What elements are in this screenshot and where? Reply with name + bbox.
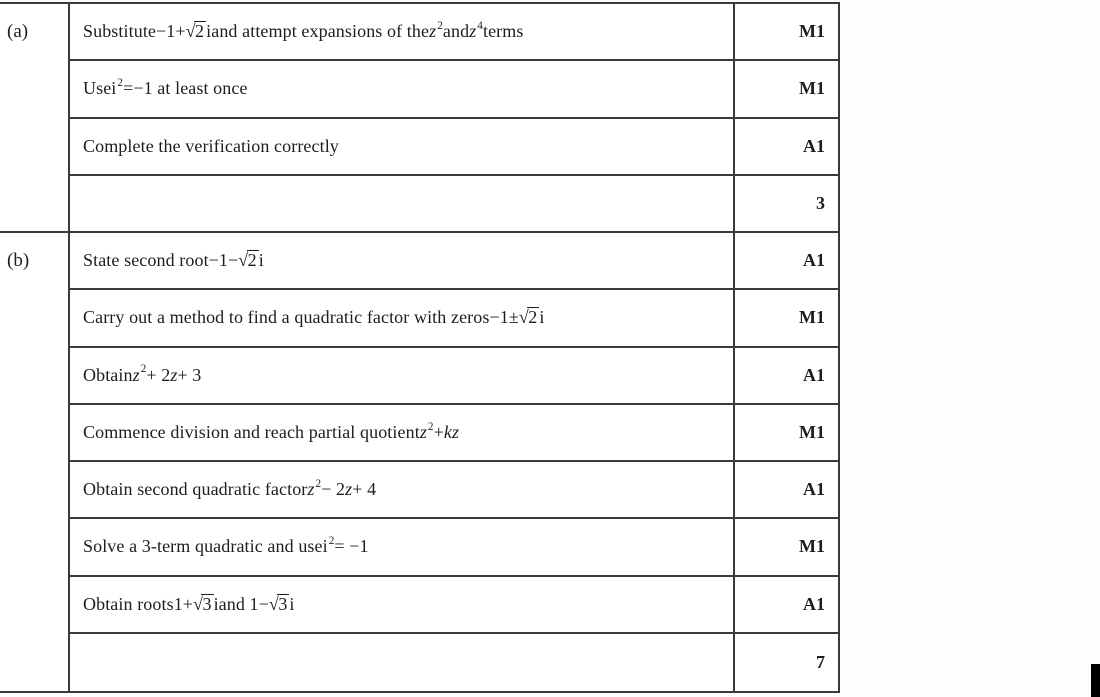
table-row	[70, 61, 838, 118]
table-row	[70, 348, 838, 405]
criterion-cell	[70, 290, 733, 345]
sqrt-radical: √3	[268, 593, 288, 614]
table-row	[70, 519, 838, 576]
criterion-text: and 1−	[218, 593, 269, 614]
criterion-cell	[70, 577, 733, 632]
criterion-text: Obtain roots	[83, 593, 174, 614]
criterion-text: =−1 at least once	[123, 78, 248, 99]
mark-cell: A1	[733, 119, 838, 174]
part-label-b-text: (b)	[7, 250, 30, 271]
math-symbol: z	[132, 364, 140, 385]
criterion-text: and attempt expansions of the	[211, 21, 430, 42]
criterion-text: −1+	[156, 21, 186, 42]
math-symbol: i	[289, 593, 295, 614]
criterion-cell	[70, 634, 733, 691]
mark-cell: 7	[733, 634, 838, 691]
mark-cell: M1	[733, 61, 838, 116]
math-symbol: z	[419, 421, 427, 442]
sqrt-radical: √2	[185, 21, 205, 42]
criterion-text: + 3	[177, 364, 202, 385]
math-symbol: z	[170, 364, 178, 385]
math-symbol: i	[111, 78, 117, 99]
mark-cell: M1	[733, 519, 838, 574]
mark-cell: M1	[733, 290, 838, 345]
criterion-text: Use	[83, 78, 112, 99]
part-label-b	[0, 233, 68, 691]
criterion-text: + 4	[352, 479, 377, 500]
criterion-cell	[70, 405, 733, 460]
table-row	[70, 176, 838, 233]
mark-cell: A1	[733, 233, 838, 288]
criterion-cell	[70, 519, 733, 574]
math-superscript: 2	[117, 77, 124, 90]
sqrt-radical: √2	[238, 250, 257, 271]
mark-cell: 3	[733, 176, 838, 231]
part-label-a	[0, 4, 68, 233]
criterion-text: = −1	[334, 536, 369, 557]
part-column	[0, 4, 70, 691]
math-symbol: i	[213, 593, 219, 614]
criterion-text: 1+	[173, 593, 194, 614]
math-symbol: i	[539, 307, 545, 328]
criterion-cell	[70, 61, 733, 116]
table-row	[70, 462, 838, 519]
criterion-text: +	[433, 421, 444, 442]
table-row	[70, 577, 838, 634]
mark-cell: A1	[733, 348, 838, 403]
criterion-text: −1±	[489, 307, 519, 328]
table-row	[70, 4, 838, 61]
mark-cell: M1	[733, 405, 838, 460]
math-superscript: 2	[328, 535, 335, 548]
part-label-a-text: (a)	[7, 21, 29, 42]
math-symbol: i	[322, 536, 328, 557]
math-symbol: i	[258, 250, 264, 271]
criterion-text: Carry out a method to find a quadratic factor with zeros	[83, 307, 490, 328]
criterion-cell	[70, 233, 733, 288]
mark-cell: A1	[733, 577, 838, 632]
sqrt-radical: √2	[518, 307, 538, 328]
math-superscript: 2	[427, 420, 434, 433]
rows-column	[70, 4, 838, 691]
criterion-text: Solve a 3-term quadratic and use	[83, 536, 323, 557]
math-superscript: 2	[437, 19, 443, 32]
criterion-text: Commence division and reach partial quotient	[83, 421, 420, 442]
math-symbol: z	[469, 21, 477, 42]
math-superscript: 2	[315, 477, 322, 490]
criterion-text: State second root	[83, 250, 209, 271]
table-row	[70, 290, 838, 347]
math-superscript: 2	[140, 363, 147, 376]
criterion-text: + 2	[146, 364, 171, 385]
criterion-cell	[70, 348, 733, 403]
criterion-text: Obtain	[83, 364, 133, 385]
criterion-text: terms	[482, 21, 524, 42]
table-row	[70, 233, 838, 290]
sqrt-radical: √3	[193, 593, 212, 614]
math-symbol: z	[345, 479, 353, 500]
cursor-artifact	[1091, 664, 1100, 697]
criterion-text: and	[442, 21, 470, 42]
table-row	[70, 634, 838, 691]
criterion-cell	[70, 4, 733, 59]
math-symbol: z	[429, 21, 437, 42]
criterion-text: Complete the verification correctly	[83, 135, 339, 156]
criterion-cell	[70, 176, 733, 231]
criterion-text: Obtain second quadratic factor	[83, 479, 308, 500]
mark-cell: A1	[733, 462, 838, 517]
math-symbol: kz	[443, 421, 460, 442]
criterion-cell	[70, 119, 733, 174]
mark-scheme-table	[0, 2, 840, 693]
math-superscript: 4	[477, 19, 483, 32]
criterion-text: − 2	[321, 479, 346, 500]
criterion-text: Substitute	[83, 21, 157, 42]
math-symbol: i	[206, 21, 212, 42]
criterion-text: −1−	[208, 250, 239, 271]
table-row	[70, 405, 838, 462]
table-row	[70, 119, 838, 176]
math-symbol: z	[307, 479, 315, 500]
criterion-cell	[70, 462, 733, 517]
mark-cell: M1	[733, 4, 838, 59]
